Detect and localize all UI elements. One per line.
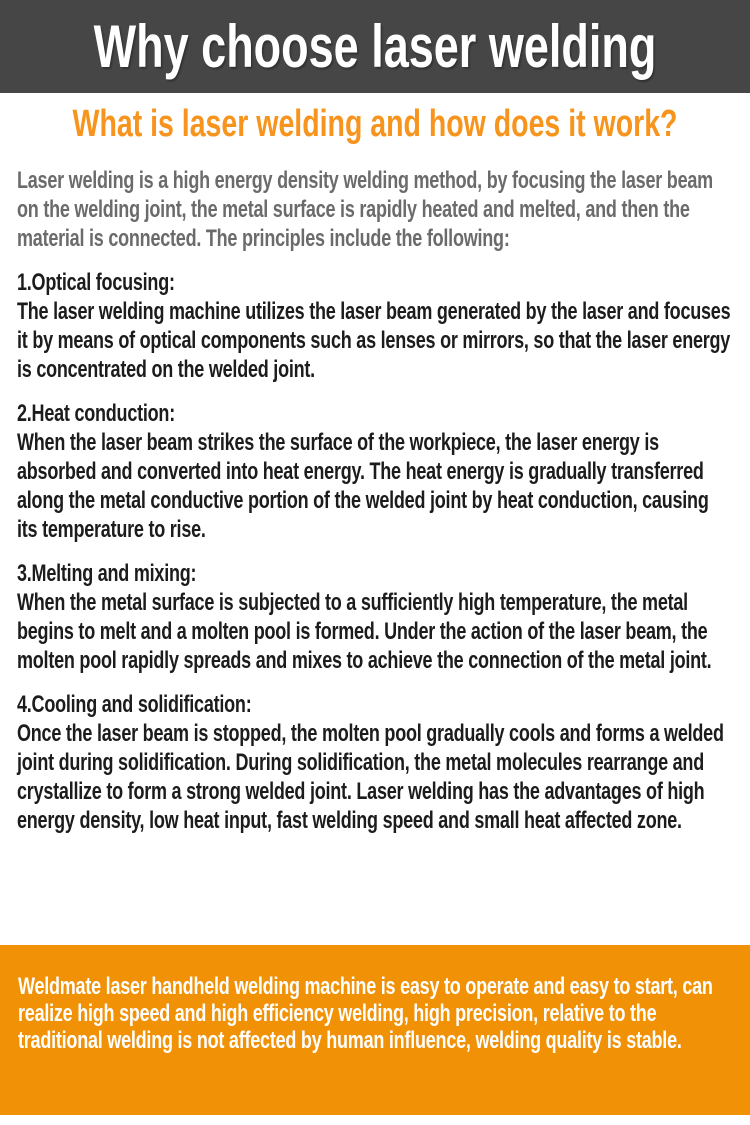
section-heat-conduction (17, 399, 733, 544)
footer-band (0, 945, 750, 1115)
section-body: The laser welding machine utilizes the laser beam generated by the laser and focuses it by means of optical components such as lenses or mirrors, so that the laser energy is concentrated on the welded joint. (17, 298, 731, 383)
section-body: When the laser beam strikes the surface of the workpiece, the laser energy is absorbed and converted into heat energy. The heat energy is gradually transferred along the metal conductive portion of the welded joint by heat conduction, causing its temperature to rise. (17, 429, 709, 543)
section-heading: 3.Melting and mixing: (17, 560, 197, 587)
subtitle: What is laser welding and how does it work? (72, 103, 678, 145)
section-heading: 4.Cooling and solidification: (17, 691, 252, 718)
article-body (17, 166, 733, 835)
section-cooling-and-solidification (17, 690, 733, 835)
section-body: Once the laser beam is stopped, the molten pool gradually cools and forms a welded joint during solidification. During solidification, the metal molecules rearrange and crystallize to form a strong welded joint. Laser welding has the advantages of high energy density, low heat input, fast welding speed and small heat affected zone. (17, 720, 724, 834)
section-heading: 2.Heat conduction: (17, 400, 175, 427)
footer-text: Weldmate laser handheld welding machine is easy to operate and easy to start, can realize high speed and high efficiency welding, high precision, relative to the traditional welding is not affected by human influence, welding quality is stable. (18, 973, 713, 1054)
section-body: When the metal surface is subjected to a sufficiently high temperature, the metal begins to melt and a molten pool is formed. Under the action of the laser beam, the molten pool rapidly spreads and mixes to achieve the connection of the metal joint. (17, 589, 712, 674)
page-title: Why choose laser welding (93, 13, 657, 80)
intro-paragraph: Laser welding is a high energy density welding method, by focusing the laser beam on the welding joint, the metal surface is rapidly heated and melted, and then the material is connected. The principles include the following: (17, 167, 713, 252)
header-band (0, 0, 750, 93)
section-optical-focusing (17, 268, 733, 384)
section-heading: 1.Optical focusing: (17, 269, 175, 296)
section-melting-and-mixing (17, 559, 733, 675)
